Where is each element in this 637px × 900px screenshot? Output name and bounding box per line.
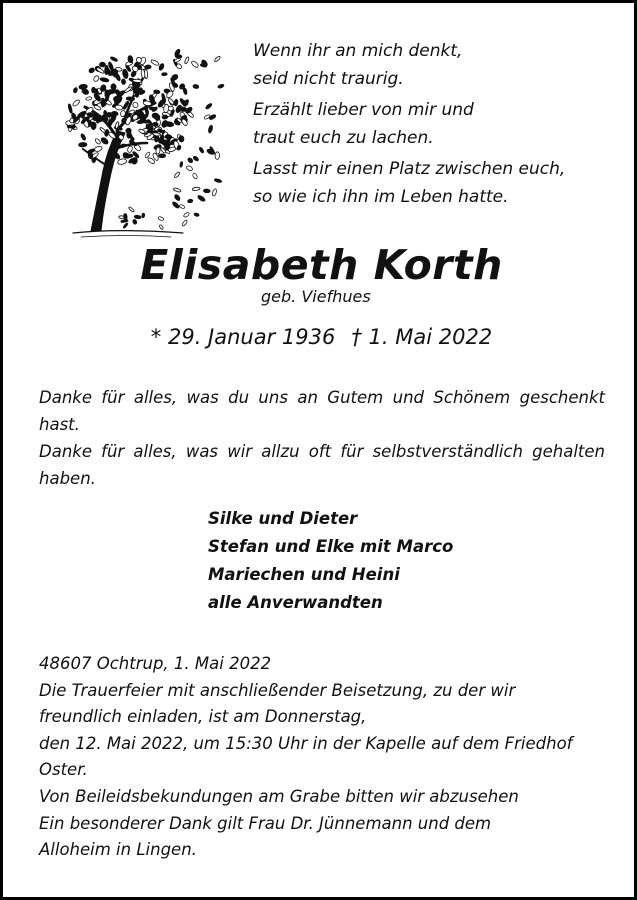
info-line: 48607 Ochtrup, 1. Mai 2022	[39, 654, 272, 673]
mourners-list	[208, 505, 453, 617]
poem-line: Lasst mir einen Platz zwischen euch,	[253, 159, 566, 179]
poem	[253, 37, 613, 214]
death-date: † 1. Mai 2022	[351, 325, 493, 349]
thanks-paragraph: Danke für alles, was wir allzu oft für selbstverständlich gehalten haben.	[39, 442, 605, 488]
poem-stanza	[253, 96, 613, 152]
windblown-tree-icon	[51, 31, 231, 241]
mourner-name: Stefan und Elke mit Marco	[208, 537, 454, 556]
deceased-name: Elisabeth Korth	[140, 241, 503, 289]
info-line: Alloheim in Lingen.	[39, 840, 197, 860]
birth-date: * 29. Januar 1936	[150, 325, 336, 349]
info-line: freundlich einladen, ist am Donnerstag,	[39, 707, 367, 727]
info-line: Die Trauerfeier mit anschließender Beisetzung, zu der wir	[39, 680, 516, 700]
poem-stanza	[253, 37, 613, 93]
poem-line: Wenn ihr an mich denkt,	[253, 41, 463, 61]
funeral-info	[39, 651, 611, 864]
poem-line: traut euch zu lachen.	[253, 128, 434, 148]
info-line: den 12. Mai 2022, um 15:30 Uhr in der Kapelle auf dem Friedhof	[39, 733, 573, 753]
mourner-name: Mariechen und Heini	[208, 565, 400, 584]
info-line: Von Beileidsbekundungen am Grabe bitten wir abzusehen	[39, 786, 519, 806]
maiden-name: geb. Viefhues	[261, 287, 371, 306]
poem-line: Erzählt lieber von mir und	[253, 100, 474, 120]
mourner-name: alle Anverwandten	[208, 593, 383, 612]
info-line: Ein besonderer Dank gilt Frau Dr. Jünnemann und dem	[39, 813, 492, 833]
poem-line: seid nicht traurig.	[253, 69, 404, 89]
poem-stanza	[253, 155, 613, 211]
thanks-paragraph: Danke für alles, was du uns an Gutem und Schönem geschenkt hast.	[39, 388, 605, 434]
thanks-text	[39, 384, 605, 492]
info-line: Oster.	[39, 760, 88, 780]
life-dates	[3, 325, 637, 349]
mourner-name: Silke und Dieter	[208, 509, 358, 528]
poem-line: so wie ich ihn im Leben hatte.	[253, 187, 509, 207]
